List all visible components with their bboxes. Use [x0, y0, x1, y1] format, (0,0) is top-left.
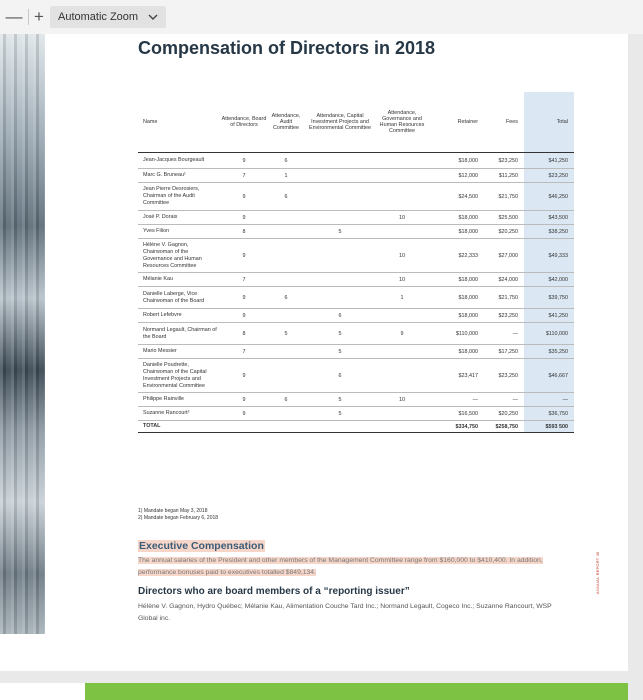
cell-name: Danielle Poudrette, Chairwoman of the Capital Investment Projects and Environmental Committee	[138, 359, 220, 393]
cell-governance	[376, 407, 428, 421]
table-row	[138, 309, 574, 323]
total-cell-fees: $258,750	[484, 421, 524, 433]
compensation-table-wrap	[138, 92, 574, 433]
cell-fees: $21,750	[484, 183, 524, 211]
cell-total: $23,250	[524, 169, 574, 183]
table-total-row	[138, 421, 574, 433]
cell-board: 9	[220, 183, 268, 211]
cell-fees: $24,000	[484, 273, 524, 287]
table-row	[138, 211, 574, 225]
cell-capital: 6	[304, 359, 376, 393]
cell-audit	[268, 225, 304, 239]
cell-fees: $20,250	[484, 407, 524, 421]
cell-total: $110,000	[524, 323, 574, 345]
cell-board: 8	[220, 225, 268, 239]
cell-audit: 6	[268, 287, 304, 309]
cell-audit	[268, 273, 304, 287]
cell-audit	[268, 359, 304, 393]
cell-audit: 6	[268, 183, 304, 211]
table-row	[138, 169, 574, 183]
total-cell-audit	[268, 421, 304, 433]
cell-name: Suzanne Rancourt²	[138, 407, 220, 421]
executive-compensation-text	[138, 555, 550, 579]
cell-retainer: $23,417	[428, 359, 484, 393]
cell-total: $46,667	[524, 359, 574, 393]
cell-board: 9	[220, 153, 268, 169]
executive-compensation-highlight: The annual salaries of the President and other members of the Management Committee range from $160,000 to $410,400. In addition, performance bonuses paid to executives totalled $849,134.	[138, 557, 543, 576]
pdf-page	[0, 34, 628, 671]
cell-capital: 6	[304, 309, 376, 323]
table-header-row	[138, 92, 574, 153]
compensation-table	[138, 92, 574, 433]
cell-total: $49,333	[524, 239, 574, 273]
cell-retainer: $18,000	[428, 225, 484, 239]
cell-retainer: $18,000	[428, 211, 484, 225]
cell-governance: 10	[376, 211, 428, 225]
cell-name: Yves Filion	[138, 225, 220, 239]
cell-audit: 1	[268, 169, 304, 183]
cell-audit	[268, 309, 304, 323]
cell-capital	[304, 183, 376, 211]
footnotes	[138, 508, 218, 521]
cell-total: $36,750	[524, 407, 574, 421]
cell-board: 7	[220, 169, 268, 183]
cell-retainer: $12,000	[428, 169, 484, 183]
cell-name: Hélène V. Gagnon, Chairwoman of the Governance and Human Resources Committee	[138, 239, 220, 273]
cell-retainer: $18,000	[428, 273, 484, 287]
cell-capital	[304, 169, 376, 183]
cell-name: Mélanie Kau	[138, 273, 220, 287]
table-row	[138, 407, 574, 421]
cell-capital	[304, 273, 376, 287]
table-row	[138, 153, 574, 169]
header-name: Name	[138, 92, 220, 153]
cell-capital: 5	[304, 225, 376, 239]
cell-governance: 9	[376, 323, 428, 345]
pdf-toolbar	[0, 0, 643, 34]
header-retainer: Retainer	[428, 92, 484, 153]
cell-audit	[268, 345, 304, 359]
cell-retainer: $110,000	[428, 323, 484, 345]
cell-fees: $11,250	[484, 169, 524, 183]
directors-heading: Directors who are board members of a “reporting issuer”	[138, 586, 410, 597]
table-row	[138, 239, 574, 273]
cell-governance: 10	[376, 273, 428, 287]
cell-board: 9	[220, 359, 268, 393]
table-row	[138, 323, 574, 345]
cell-governance	[376, 345, 428, 359]
page-side-label: ANNUAL REPORT 49	[595, 551, 600, 594]
table-row	[138, 287, 574, 309]
cell-capital	[304, 287, 376, 309]
cell-audit	[268, 239, 304, 273]
cell-total: $39,750	[524, 287, 574, 309]
cell-retainer: $22,333	[428, 239, 484, 273]
total-cell-board	[220, 421, 268, 433]
cell-fees: $17,250	[484, 345, 524, 359]
footnote-2: 2) Mandate began February 6, 2018	[138, 514, 219, 521]
cell-board: 9	[220, 393, 268, 407]
cell-governance	[376, 183, 428, 211]
cell-capital	[304, 153, 376, 169]
cell-name: Mario Messier	[138, 345, 220, 359]
cell-audit: 6	[268, 153, 304, 169]
cell-total: $38,250	[524, 225, 574, 239]
cell-fees: $21,750	[484, 287, 524, 309]
cell-retainer: $16,500	[428, 407, 484, 421]
cell-total: $35,250	[524, 345, 574, 359]
directors-text: Hélène V. Gagnon, Hydro Québec; Mélanie Kau, Alimentation Couche Tard Inc.; Normand Legault, Cogeco Inc.; Suzanne Rancourt, WSP Global inc.	[138, 603, 552, 622]
cell-fees: $23,250	[484, 309, 524, 323]
table-row	[138, 273, 574, 287]
total-cell-retainer: $334,750	[428, 421, 484, 433]
cell-total: $46,250	[524, 183, 574, 211]
toolbar-separator	[28, 9, 29, 25]
page-title: Compensation of Directors in 2018	[138, 38, 436, 58]
cell-fees: $23,250	[484, 153, 524, 169]
cell-retainer: $18,000	[428, 153, 484, 169]
cell-governance: 10	[376, 393, 428, 407]
cell-name: Marc G. Bruneau¹	[138, 169, 220, 183]
cell-capital: 5	[304, 393, 376, 407]
cell-name: Normand Legault, Chairman of the Board	[138, 323, 220, 345]
scrollbar-track[interactable]	[628, 34, 643, 700]
cell-governance	[376, 309, 428, 323]
cell-audit: 5	[268, 323, 304, 345]
next-page-green-banner	[85, 683, 628, 700]
cell-governance: 10	[376, 239, 428, 273]
header-governance: Attendance, Governance and Human Resources Committee	[376, 92, 428, 153]
header-board: Attendance, Board of Directors	[220, 92, 268, 153]
table-row	[138, 345, 574, 359]
cell-audit: 6	[268, 393, 304, 407]
cell-fees: $20,250	[484, 225, 524, 239]
header-fees: Fees	[484, 92, 524, 153]
cell-board: 9	[220, 211, 268, 225]
table-row	[138, 183, 574, 211]
cell-audit	[268, 407, 304, 421]
cell-governance	[376, 359, 428, 393]
executive-compensation-heading: Executive Compensation	[139, 540, 264, 552]
table-body	[138, 153, 574, 433]
cell-fees: $23,250	[484, 359, 524, 393]
total-cell-capital	[304, 421, 376, 433]
cell-total: $43,500	[524, 211, 574, 225]
cell-name: Philippe Rainville	[138, 393, 220, 407]
header-audit: Attendance, Audit Committee	[268, 92, 304, 153]
cell-capital	[304, 239, 376, 273]
cell-governance: 1	[376, 287, 428, 309]
cell-retainer: $18,000	[428, 345, 484, 359]
cell-retainer: $18,000	[428, 287, 484, 309]
cell-fees: —	[484, 393, 524, 407]
table-row	[138, 393, 574, 407]
cell-capital	[304, 211, 376, 225]
footnote-1: 1) Mandate began May 3, 2018	[138, 508, 208, 514]
cell-capital: 5	[304, 345, 376, 359]
cell-governance	[376, 225, 428, 239]
cell-total: $41,250	[524, 309, 574, 323]
cell-board: 9	[220, 309, 268, 323]
cell-capital: 5	[304, 407, 376, 421]
cell-governance	[376, 153, 428, 169]
cell-board: 9	[220, 287, 268, 309]
zoom-select-value: Automatic Zoom	[58, 11, 139, 23]
cell-total: $42,000	[524, 273, 574, 287]
cell-retainer: $18,000	[428, 309, 484, 323]
cell-name: Jean Pierre Desrosiers, Chairman of the Audit Committee	[138, 183, 220, 211]
total-cell-total: $593 500	[524, 421, 574, 433]
total-cell-name: TOTAL	[138, 421, 220, 433]
cell-board: 8	[220, 323, 268, 345]
cell-audit	[268, 211, 304, 225]
table-row	[138, 359, 574, 393]
cell-name: Robert Lefebvre	[138, 309, 220, 323]
zoom-select[interactable]	[50, 6, 166, 28]
cell-name: José P. Dorais	[138, 211, 220, 225]
cell-board: 9	[220, 407, 268, 421]
cell-retainer: —	[428, 393, 484, 407]
cell-name: Jean-Jacques Bourgeault	[138, 153, 220, 169]
cover-photo-strip	[0, 34, 45, 634]
cell-total: $41,250	[524, 153, 574, 169]
cell-total: —	[524, 393, 574, 407]
zoom-in-button[interactable]: +	[34, 7, 44, 26]
header-capital: Attendance, Capital Investment Projects and Environmental Committee	[304, 92, 376, 153]
cell-retainer: $24,500	[428, 183, 484, 211]
total-cell-governance	[376, 421, 428, 433]
zoom-out-button[interactable]: —	[5, 7, 23, 26]
header-total: Total	[524, 92, 574, 153]
cell-fees: —	[484, 323, 524, 345]
cell-name: Danielle Laberge, Vice Chairwoman of the Board	[138, 287, 220, 309]
cell-fees: $25,500	[484, 211, 524, 225]
cell-capital: 5	[304, 323, 376, 345]
cell-board: 9	[220, 239, 268, 273]
chevron-down-icon	[148, 6, 158, 28]
cell-fees: $27,000	[484, 239, 524, 273]
table-row	[138, 225, 574, 239]
cell-board: 7	[220, 273, 268, 287]
cell-governance	[376, 169, 428, 183]
cell-board: 7	[220, 345, 268, 359]
